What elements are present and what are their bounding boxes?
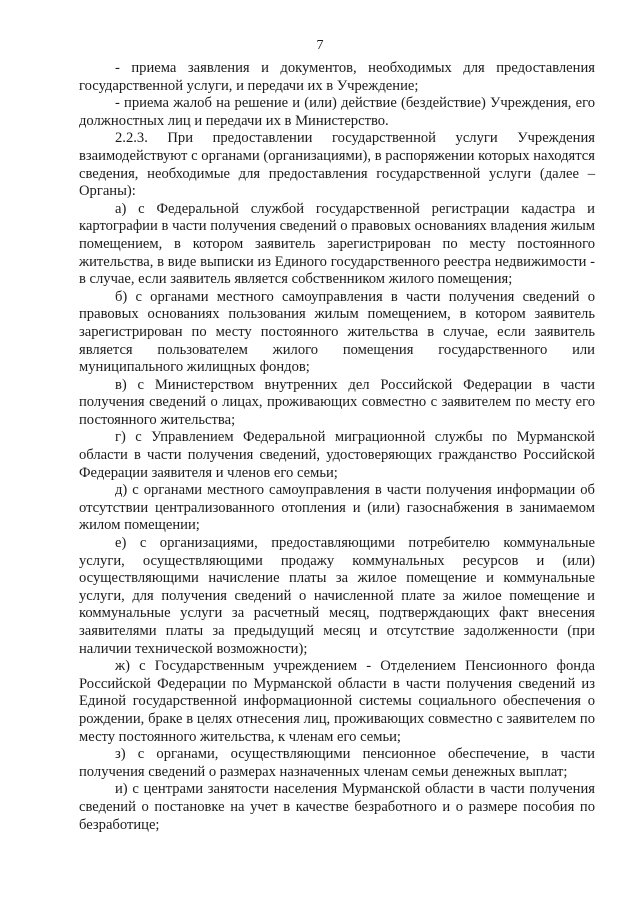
paragraph-item-d: д) с органами местного самоуправления в части получения информации об отсутствии централизованного отопления и (или) газоснабжения в занимаемом жилом помещении; <box>79 482 595 534</box>
paragraph-item-v: в) с Министерством внутренних дел Российской Федерации в части получения сведений о лицах, проживающих совместно с заявителем по месту его постоянного жительства; <box>79 376 595 428</box>
paragraph-application-receipt: - приема заявления и документов, необходимых для предоставления государственной услуги, и передачи их в Учреждение; <box>79 60 595 94</box>
document-body <box>79 60 595 834</box>
paragraph-item-a: а) с Федеральной службой государственной регистрации кадастра и картографии в части получения сведений о правовых основаниях владения жилым помещением, в котором заявитель зарегистрирован по месту постоянного жительства, в виде выписки из Единого государственного реестра недвижимости - в случае, если заявитель является собственником жилого помещения; <box>79 200 595 288</box>
paragraph-item-i: и) с центрами занятости населения Мурманской области в части получения сведений о постановке на учет в качестве безработного и о размере пособия по безработице; <box>79 781 595 833</box>
paragraph-section-2-2-3: 2.2.3. При предоставлении государственной услуги Учреждения взаимодействуют с органами (организациями), в распоряжении которых находятся сведения, необходимые для предоставления государственной услуги (далее – Органы): <box>79 130 595 200</box>
paragraph-item-b: б) с органами местного самоуправления в части получения сведений о правовых основаниях пользования жилым помещением, в котором заявитель зарегистрирован по месту постоянного жительства в случае, если заявитель является пользователем жилого помещения государственного или муниципального жилищных фондов; <box>79 288 595 376</box>
paragraph-complaint-receipt: - приема жалоб на решение и (или) действие (бездействие) Учреждения, его должностных лиц и передачи их в Министерство. <box>79 95 595 129</box>
page-number: 7 <box>316 38 324 53</box>
paragraph-item-z: з) с органами, осуществляющими пенсионное обеспечение, в части получения сведений о размерах назначенных членам семьи денежных выплат; <box>79 746 595 780</box>
paragraph-item-zh: ж) с Государственным учреждением - Отделением Пенсионного фонда Российской Федерации по Мурманской области в части получения сведений из Единой государственной информационной системы социального обеспечения о рождении, браке в целях отнесения лиц, проживающих совместно с заявителем по месту постоянного жительства, к членам его семьи; <box>79 658 595 745</box>
paragraph-item-g: г) с Управлением Федеральной миграционной службы по Мурманской области в части получения сведений, удостоверяющих гражданство Российской Федерации заявителя и членов его семьи; <box>79 429 595 481</box>
paragraph-item-e: е) с организациями, предоставляющими потребителю коммунальные услуги, осуществляющими продажу коммунальных ресурсов и (или) осуществляющими начисление платы за жилое помещение и коммунальные услуги, для получения сведений о начисленной плате за жилое помещение и коммунальные услуги за расчетный месяц, подтверждающих факт внесения заявителями платы за предыдущий месяц и отсутствие задолженности (при наличии технической возможности); <box>79 535 595 657</box>
